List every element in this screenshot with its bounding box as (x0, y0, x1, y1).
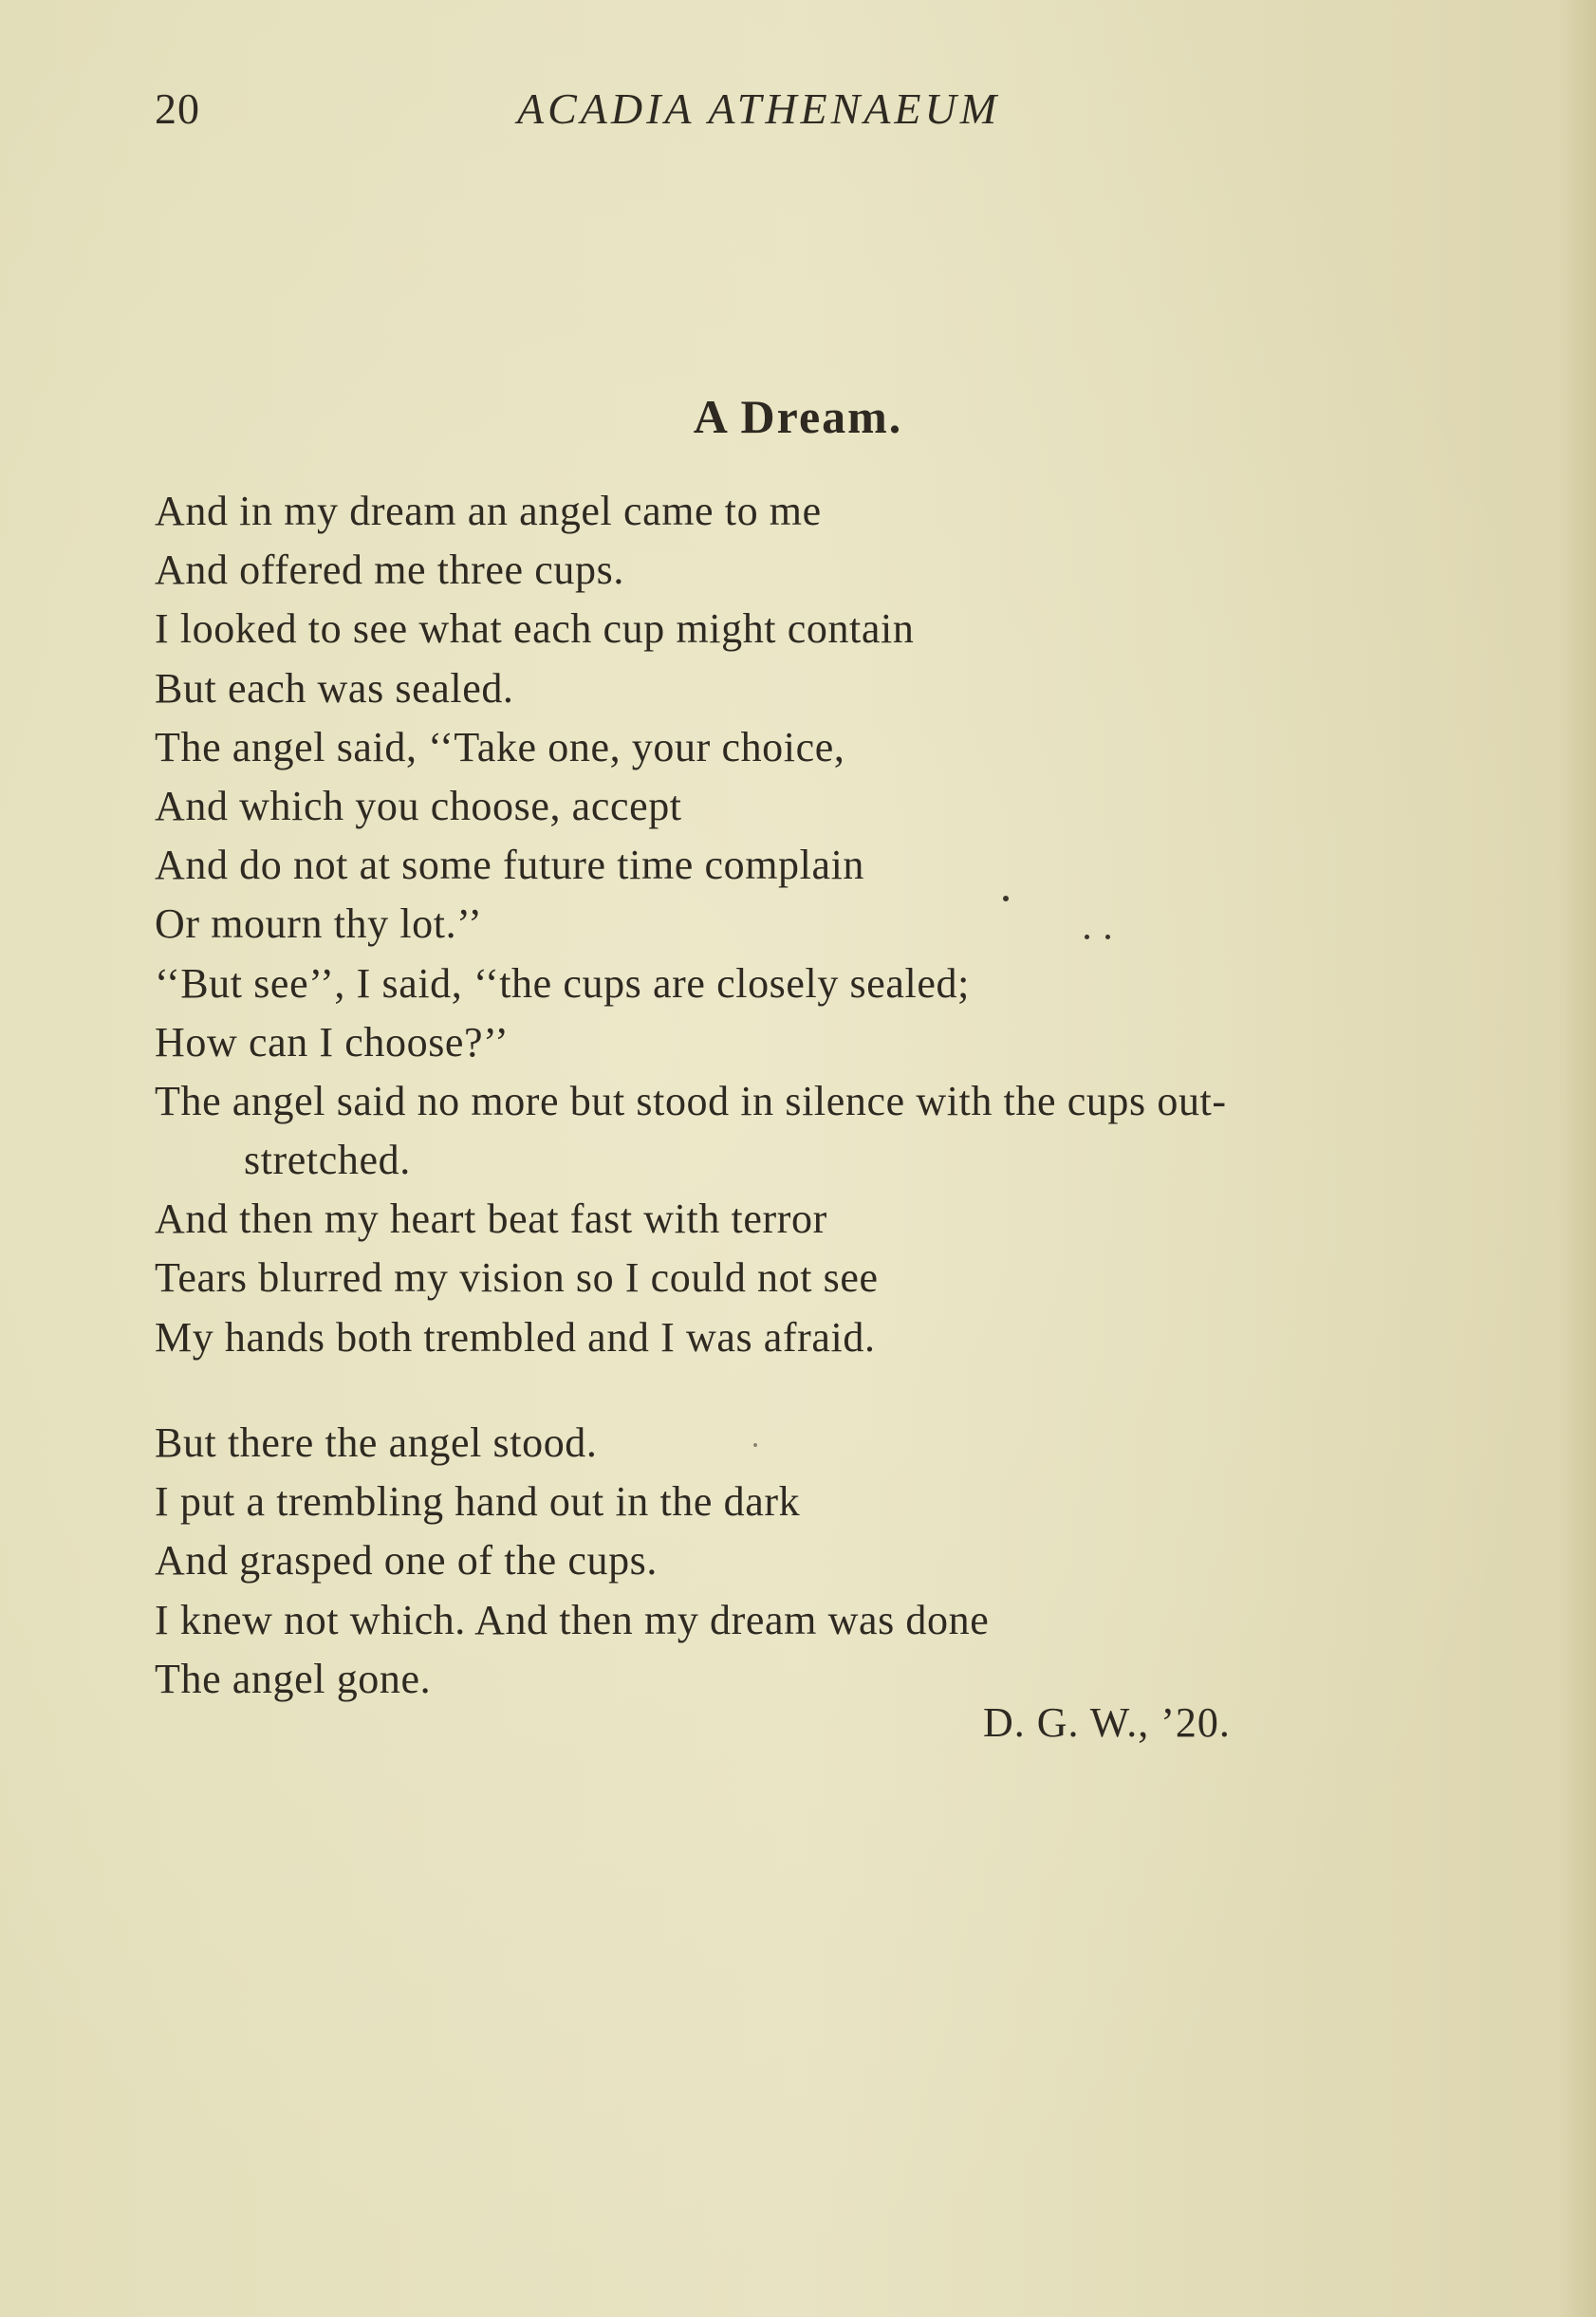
poem-line: But each was sealed. (155, 664, 514, 712)
page-number: 20 (155, 84, 200, 133)
poem-line: And offered me three cups. (155, 547, 624, 594)
paper-speck (753, 1443, 757, 1447)
paper-speck (1085, 935, 1089, 939)
poem-line: The angel said no more but stood in silence with the cups out- (155, 1077, 1227, 1124)
poem-line: Or mourn thy lot.’’ (155, 900, 483, 948)
paper-speck (1003, 896, 1009, 901)
poem-line: And then my heart beat fast with terror (155, 1196, 827, 1243)
running-head (0, 83, 1596, 140)
poem-line: ‘‘But see’’, I said, ‘‘the cups are closely sealed; (155, 959, 970, 1007)
poem-line: I put a trembling hand out in the dark (155, 1478, 801, 1526)
stanza-2 (155, 1414, 989, 1709)
poem-line: Tears blurred my vision so I could not see (155, 1254, 879, 1302)
poem-line: And grasped one of the cups. (155, 1537, 658, 1585)
poem-line: The angel said, ‘‘Take one, your choice, (155, 723, 845, 770)
poem-line: I looked to see what each cup might contain (155, 605, 915, 653)
poem-line: I knew not which. And then my dream was done (155, 1596, 990, 1643)
poem-line: The angel gone. (155, 1655, 432, 1702)
poem-line-continuation: stretched. (244, 1137, 411, 1184)
poem-line: My hands both trembled and I was afraid. (155, 1313, 876, 1361)
poem-line: And which you choose, accept (155, 782, 682, 829)
author-signature: D. G. W., ’20. (983, 1699, 1231, 1746)
stanza-1 (155, 482, 1227, 1367)
poem-line: How can I choose?’’ (155, 1018, 510, 1066)
paper-speck (1105, 935, 1110, 939)
poem-line: And in my dream an angel came to me (155, 488, 822, 534)
poem-line: And do not at some future time complain (155, 842, 865, 889)
journal-title: ACADIA ATHENAEUM (517, 84, 1001, 133)
poem-title: A Dream. (693, 390, 903, 443)
poem-line: But there the angel stood. (155, 1419, 598, 1466)
page-edge-shadow (1558, 0, 1596, 2317)
